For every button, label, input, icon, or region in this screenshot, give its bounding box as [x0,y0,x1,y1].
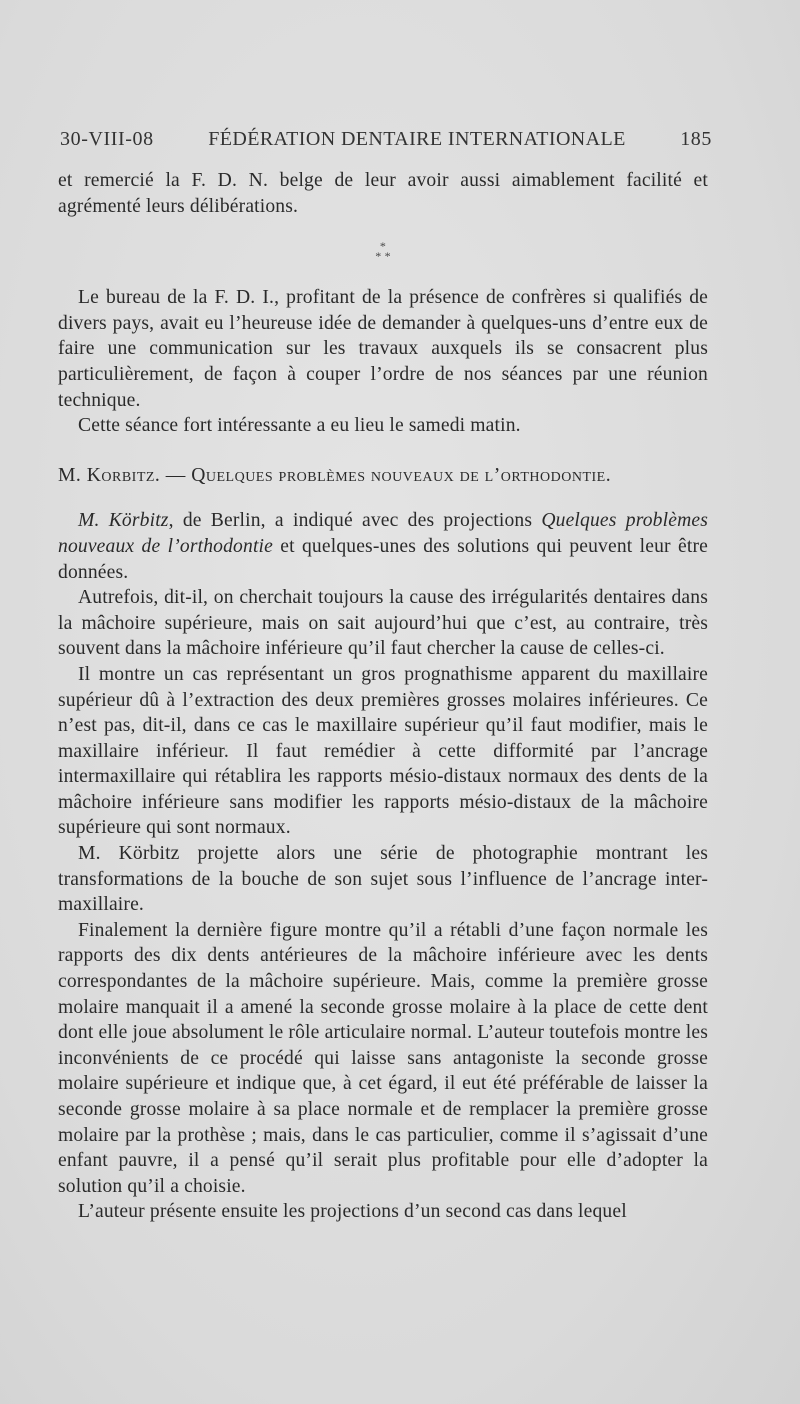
intro-text-b: et quelques-unes des solutions qui peuvent leur être données. [58,535,708,583]
paragraph-autrefois: Autrefois, dit-il, on cherchait toujours la cause des irrégularités dentaires dans la mâchoire supérieure, mais on sait aujourd’hui que c’est, au contraire, très souvent dans la mâchoire inférieure qu’il faut chercher la cause de celles-ci. [58,587,708,660]
stars-top: * [379,239,387,254]
intro-text-a: , de Berlin, a indiqué avec des projections [168,510,542,532]
section-dash: — [160,464,192,486]
header-date: 30-VIII-08 [60,128,154,150]
body-text [58,168,708,1225]
section-title: Quelques problèmes nouveaux de l’orthodontie. [191,464,612,486]
lecture-title: Quelques problèmes nouveaux de l’orthodontie [58,510,708,557]
running-header [60,128,712,151]
section-speaker: M. Korbitz. [58,464,161,486]
paragraph-second-cas: L’auteur présente ensuite les projections d’un second cas dans lequel [78,1201,627,1223]
paragraph-finalement: Finalement la dernière figure montre qu’il a rétabli d’une façon normale les rapports des dix dents antérieures de la mâchoire inférieure avec les dents correspondantes de la mâchoire supérieure. Mais, comme la première grosse molaire manquait il a amené la seconde grosse molaire à la place de cette dent dont elle joue absolument le rôle articulaire normal. L’auteur toutefois montre les inconvénients de ce procédé qui laisse sans antagoniste la seconde grosse molaire supérieure et indique que, à cet égard, il eut été préférable de laisser la seconde grosse molaire à sa place normale et de remplacer la première grosse molaire par la prothèse ; mais, dans le cas particulier, comme il s’agissait d’une enfant pauvre, il a pensé qu’il serait plus profitable pour elle d’adopter la solution qu’il a choisie. [58,919,708,1197]
author-name: M. Körbitz [78,510,169,532]
paragraph-closing: et remercié la F. D. N. belge de leur avoir aussi aimablement facilité et agrémenté leurs délibérations. [58,170,708,217]
paragraph-bureau: Le bureau de la F. D. I., profitant de la présence de confrères si qualifiés de divers pays, avait eu l’heureuse idée de demander à quelques-uns d’entre eux de faire une communication sur les travaux auxquels ils se consacrent plus particulièrement, de façon à couper l’ordre de nos séances par une réunion technique. [58,287,708,411]
paragraph-photographies: M. Körbitz projette alors une série de photographie montrant les transformations de la bouche de son sujet sous l’influence de l’ancrage inter-maxillaire. [58,843,708,916]
paragraph-seance: Cette séance fort intéressante a eu lieu le samedi matin. [78,415,521,437]
page-number: 185 [680,128,712,150]
section-separator-stars [58,239,708,264]
paragraph-korbitz-intro [58,508,708,585]
paragraph-prognathisme: Il montre un cas représentant un gros prognathisme apparent du maxillaire supérieur dû à l’extraction des deux premières grosses molaires inférieures. Ce n’est pas, dit-il, dans ce cas le maxillaire supérieur qu’il faut modifier, mais le maxillaire inférieur. Il faut remédier à cette difformité par l’ancrage intermaxillaire qui rétablira les rapports mésio-distaux normaux des dents de la mâchoire inférieure sans modifier les rapports mésio-distaux de la mâchoire supérieure qui sont normaux. [58,663,708,839]
section-heading [58,463,708,489]
stars-bottom: * * [375,249,391,264]
header-title: FÉDÉRATION DENTAIRE INTERNATIONALE [208,128,626,150]
